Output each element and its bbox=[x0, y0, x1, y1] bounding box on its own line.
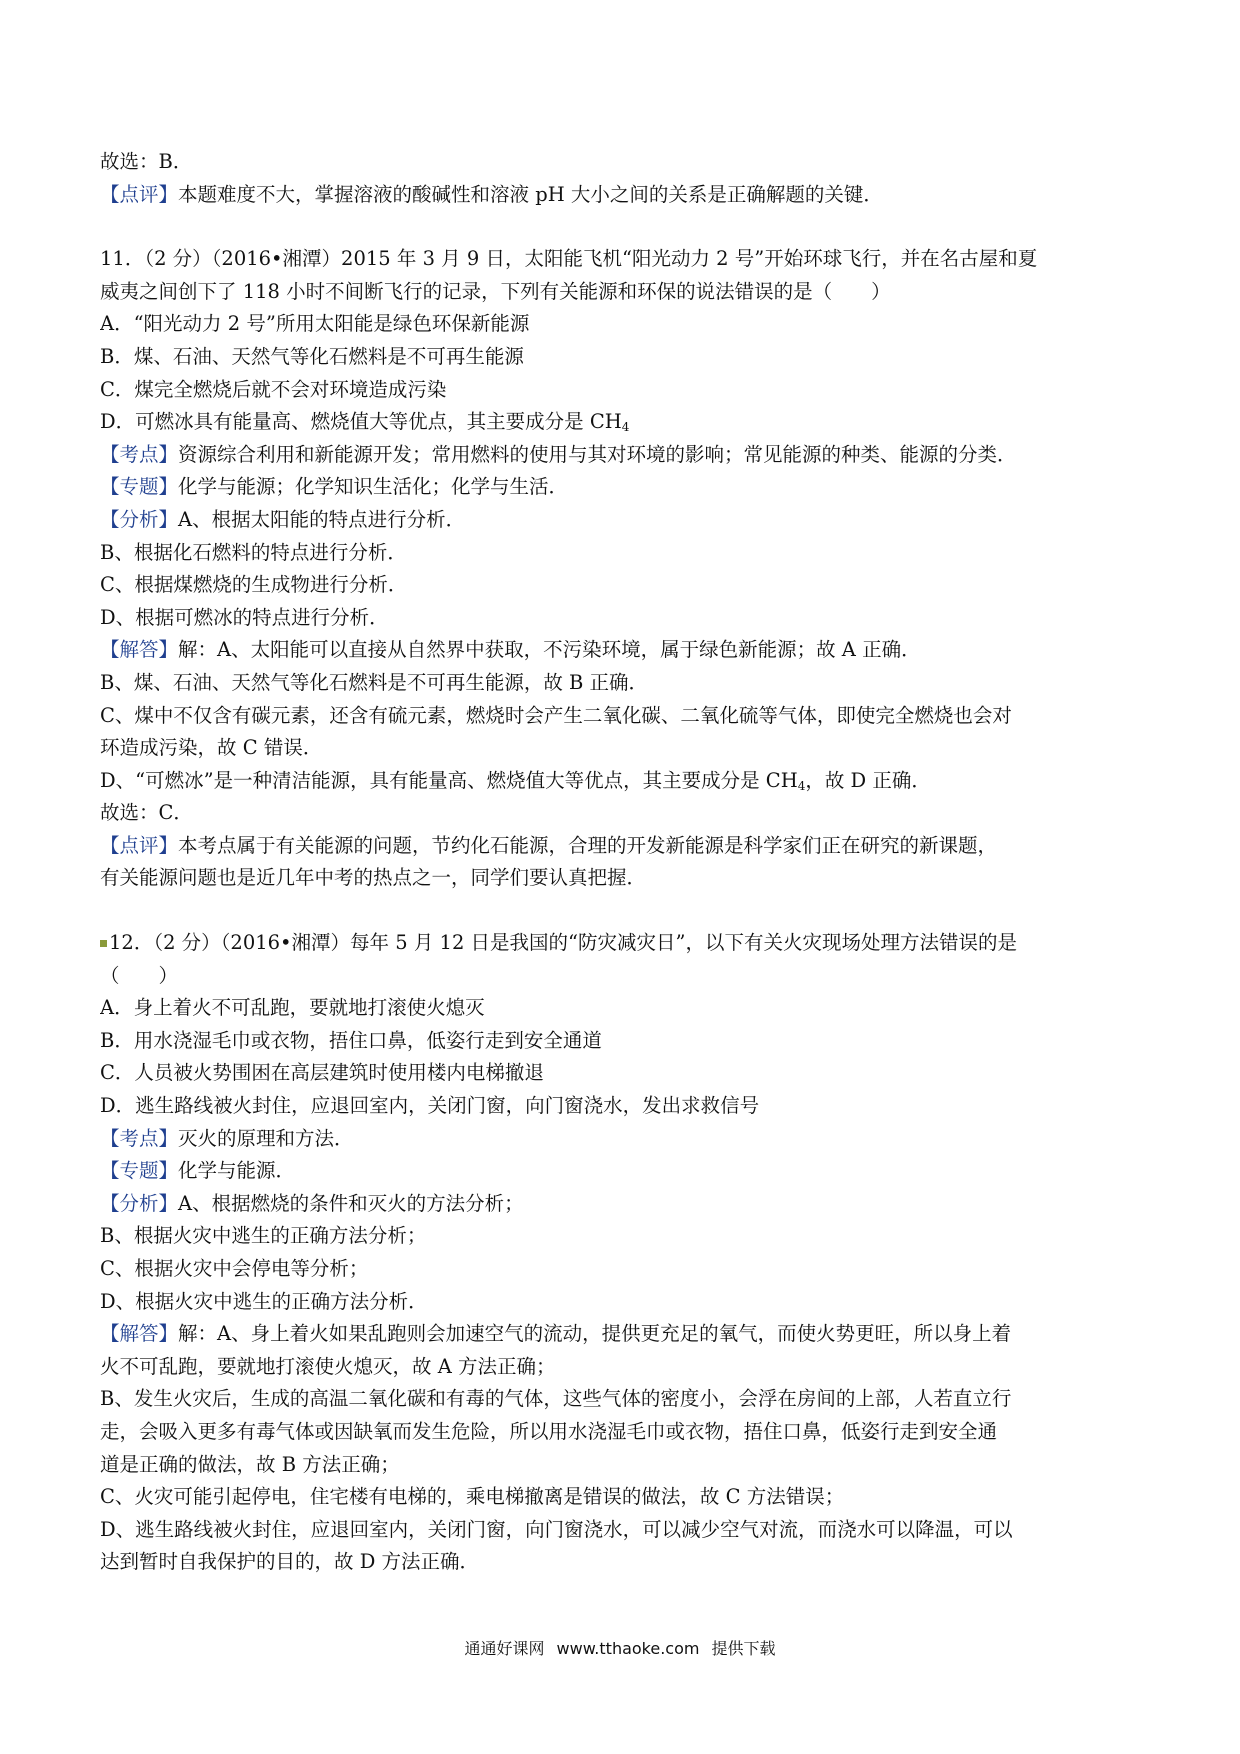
q12-solution-6: C、火灾可能引起停电，住宅楼有电梯的，乘电梯撤离是错误的做法，故 C 方法错误； bbox=[100, 1485, 845, 1509]
q12-analysis-3: C、根据火灾中会停电等分析； bbox=[100, 1257, 369, 1280]
q12-solution-8: 达到暂时自我保护的目的，故 D 方法正确． bbox=[100, 1550, 480, 1574]
q12-solution-1 bbox=[100, 1318, 1140, 1351]
footer-url[interactable]: www.tthaoke.com bbox=[556, 1639, 700, 1658]
q11-analysis-2: B、根据化石燃料的特点进行分析． bbox=[100, 540, 407, 564]
q12-option-a: A．身上着火不可乱跑，要就地打滚使火熄灭 bbox=[100, 996, 485, 1020]
point-text: 资源综合利用和新能源开发；常用燃料的使用与其对环境的影响；常见能源的种类、能源的分类． bbox=[178, 442, 1017, 466]
point-tag: 【考点】 bbox=[100, 442, 179, 466]
point-tag: 【考点】 bbox=[100, 1126, 179, 1150]
subscript: 4 bbox=[797, 778, 806, 793]
q12-option-b: B．用水浇湿毛巾或衣物，捂住口鼻，低姿行走到安全通道 bbox=[100, 1028, 602, 1052]
solution-tag: 【解答】 bbox=[100, 638, 179, 662]
q11-option-b: B．煤、石油、天然气等化石燃料是不可再生能源 bbox=[100, 344, 524, 368]
analysis-tag: 【分析】 bbox=[100, 507, 179, 531]
q12-point bbox=[100, 1123, 1140, 1156]
q12-analysis-1 bbox=[100, 1188, 1140, 1221]
q11-option-d-text: D．可燃冰具有能量高、燃烧值大等优点，其主要成分是 CH bbox=[100, 410, 622, 434]
q12-solution-3: B、发生火灾后，生成的高温二氧化碳和有毒的气体，这些气体的密度小，会浮在房间的上部，人若直立行 bbox=[100, 1387, 1012, 1411]
q11-stem-line-1: 11．（2 分）（2016•湘潭）2015 年 3 月 9 日，太阳能飞机“阳光动力 2 号”开始环球飞行，并在名古屋和夏 bbox=[100, 247, 1038, 271]
solution-text: 解：A、身上着火如果乱跑则会加速空气的流动，提供更充足的氧气，而使火势更旺，所以身上着 bbox=[178, 1322, 1012, 1346]
q11-topic bbox=[100, 471, 1140, 504]
q12-solution-4: 走，会吸入更多有毒气体或因缺氧而发生危险，所以用水浇湿毛巾或衣物，捂住口鼻，低姿行走到安全通 bbox=[100, 1419, 998, 1443]
q12-analysis-4: D、根据火灾中逃生的正确方法分析． bbox=[100, 1289, 428, 1313]
q11-point bbox=[100, 439, 1140, 472]
previous-comment bbox=[100, 179, 1140, 212]
page-footer bbox=[0, 1636, 1240, 1659]
q11-comment-2: 有关能源问题也是近几年中考的热点之一，同学们要认真把握． bbox=[100, 866, 647, 890]
solution-text: 解：A、太阳能可以直接从自然界中获取，不污染环境，属于绿色新能源；故 A 正确． bbox=[178, 638, 921, 662]
q11-option-d bbox=[100, 406, 1140, 439]
margin-mark-icon bbox=[100, 940, 107, 947]
document-body bbox=[100, 146, 1140, 1579]
comment-text: 本题难度不大，掌握溶液的酸碱性和溶液 pH 大小之间的关系是正确解题的关键． bbox=[178, 182, 883, 206]
q11-solution-5 bbox=[100, 765, 1140, 798]
q11-option-c: C．煤完全燃烧后就不会对环境造成污染 bbox=[100, 377, 447, 401]
q12-solution-2: 火不可乱跑，要就地打滚使火熄灭，故 A 方法正确； bbox=[100, 1354, 556, 1378]
q12-solution-5: 道是正确的做法，故 B 方法正确； bbox=[100, 1452, 400, 1476]
q11-analysis-4: D、根据可燃冰的特点进行分析． bbox=[100, 605, 389, 629]
comment-tag: 【点评】 bbox=[100, 182, 179, 206]
comment-tag: 【点评】 bbox=[100, 833, 179, 857]
subscript: 4 bbox=[621, 420, 630, 435]
q12-topic bbox=[100, 1155, 1140, 1188]
q11-analysis-3: C、根据煤燃烧的生成物进行分析． bbox=[100, 573, 408, 597]
topic-text: 化学与能源；化学知识生活化；化学与生活． bbox=[178, 475, 569, 499]
topic-tag: 【专题】 bbox=[100, 475, 179, 499]
q12-solution-7: D、逃生路线被火封住，应退回室内，关闭门窗，向门窗浇水，可以减少空气对流，而浇水可以降温，可以 bbox=[100, 1517, 1013, 1541]
q12-option-d: D．逃生路线被火封住，应退回室内，关闭门窗，向门窗浇水，发出求救信号 bbox=[100, 1094, 760, 1118]
q11-comment-1 bbox=[100, 830, 1140, 863]
q11-analysis-1 bbox=[100, 504, 1140, 537]
q12-stem-text: 12．（2 分）（2016•湘潭）每年 5 月 12 日是我国的“防灾减灾日”，以下有关火灾现场处理方法错误的是 bbox=[109, 931, 1017, 955]
footer-site: 通通好课网 bbox=[464, 1639, 545, 1658]
analysis-tag: 【分析】 bbox=[100, 1191, 179, 1215]
q11-solution-4: 环造成污染，故 C 错误． bbox=[100, 736, 323, 760]
point-text: 灭火的原理和方法． bbox=[178, 1126, 354, 1150]
q11-solution-2: B、煤、石油、天然气等化石燃料是不可再生能源，故 B 正确． bbox=[100, 670, 649, 694]
q11-stem-line-2: 威夷之间创下了 118 小时不间断飞行的记录，下列有关能源和环保的说法错误的是（ ） bbox=[100, 279, 891, 303]
comment-text: 本考点属于有关能源的问题，节约化石能源，合理的开发新能源是科学家们正在研究的新课题， bbox=[178, 833, 998, 857]
solution-tag: 【解答】 bbox=[100, 1322, 179, 1346]
analysis-text: A、根据燃烧的条件和灭火的方法分析； bbox=[178, 1191, 524, 1215]
footer-note: 提供下载 bbox=[711, 1639, 776, 1658]
solution-5-tail: ，故 D 正确． bbox=[805, 768, 931, 792]
q12-analysis-2: B、根据火灾中逃生的正确方法分析； bbox=[100, 1224, 427, 1248]
q12-option-c: C．人员被火势围困在高层建筑时使用楼内电梯撤退 bbox=[100, 1061, 544, 1085]
q11-answer: 故选：C． bbox=[100, 801, 193, 825]
solution-5-text: D、“可燃冰”是一种清洁能源，具有能量高、燃烧值大等优点，其主要成分是 CH bbox=[100, 768, 798, 792]
analysis-text: A、根据太阳能的特点进行分析． bbox=[178, 507, 466, 531]
q12-stem-line-2: （ ） bbox=[100, 963, 179, 987]
topic-tag: 【专题】 bbox=[100, 1159, 179, 1183]
q11-solution-1 bbox=[100, 634, 1140, 667]
topic-text: 化学与能源． bbox=[178, 1159, 296, 1183]
q11-solution-3: C、煤中不仅含有碳元素，还含有硫元素，燃烧时会产生二氧化碳、二氧化硫等气体，即使完全燃烧也会对 bbox=[100, 703, 1012, 727]
q12-stem-line-1 bbox=[100, 927, 1140, 960]
previous-answer: 故选：B． bbox=[100, 150, 193, 173]
q11-option-a: A．“阳光动力 2 号”所用太阳能是绿色环保新能源 bbox=[100, 312, 530, 336]
